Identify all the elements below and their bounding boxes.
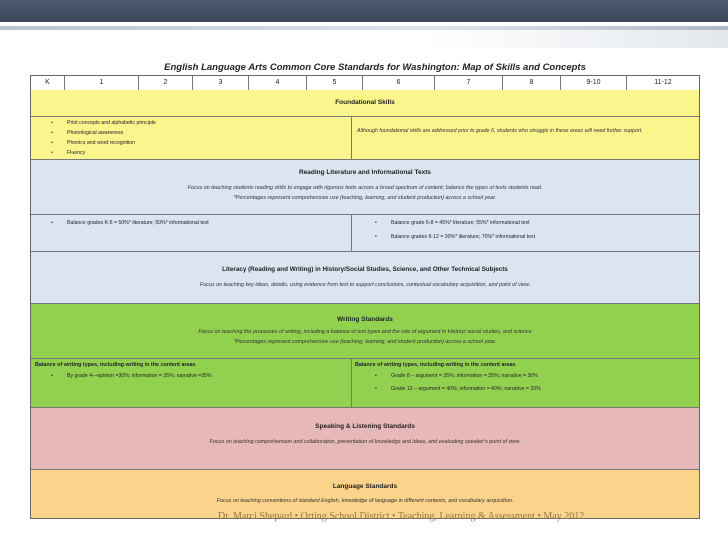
reading-title: Reading Literature and Informational Texts (298, 169, 432, 176)
writing-grade4-balance: • By grade 4—opinion =30%; information = 35%; narrative =35% (51, 373, 212, 379)
grade-11-12: 11-12 (654, 79, 672, 86)
writing-description: Focus on teaching the processes of writing, including a balance of text types and the role of argument in History/ social studies, and science (198, 329, 532, 335)
grade-header-row (31, 76, 699, 91)
foundational-bullet: • Fluency (51, 150, 86, 156)
skills-map-table (30, 75, 700, 519)
grade-4: 4 (249, 76, 307, 90)
reading-column-divider (351, 214, 352, 252)
foundational-bullet: • Phonics and word recognition (51, 140, 136, 146)
slide-footer: Dr. Marci Shepard • Orting School District • Teaching, Learning & Assessment • May 2012 (218, 511, 585, 522)
writing-left-caption: Balance of writing types, including writing in the content areas (35, 362, 196, 368)
foundational-bullet: • Phonological awareness (51, 130, 124, 136)
speaking-listening-band (31, 408, 699, 470)
foundational-column-divider (351, 116, 352, 160)
foundational-title: Foundational Skills (335, 99, 395, 106)
literacy-title: Literacy (Reading and Writing) in History/Social Studies, Science, and Other Technical Subjects (222, 266, 508, 273)
writing-standards-band (31, 304, 699, 408)
speaking-description: Focus on teaching comprehension and collaboration, presentation of knowledge and ideas, and evaluating speaker's point of view. (209, 439, 521, 445)
reading-standards-band (31, 160, 699, 252)
foundational-note: Although foundational skills are addressed prior to grade 6, students who struggle in these areas will need further support. (357, 128, 643, 134)
foundational-divider (31, 116, 699, 117)
slide-top-bar (0, 0, 728, 22)
speaking-title: Speaking & Listening Standards (315, 423, 415, 430)
literacy-description: Focus on teaching key ideas, details, using evidence from text to support conclusions, contextual vocabulary acquisition, and point of view. (199, 282, 531, 288)
reading-k5-balance: • Balance grades K-5 = 50%* literature; 50%* informational text (51, 220, 209, 226)
grade-3: 3 (193, 76, 249, 90)
language-title: Language Standards (332, 483, 398, 490)
writing-column-divider (351, 358, 352, 408)
slide-top-accent (430, 30, 728, 48)
grade-8: 8 (503, 76, 561, 90)
reading-6-8-balance: • Balance grade 6-8 = 45%* literature; 55%* informational text (375, 220, 530, 226)
grade-6: 6 (363, 76, 435, 90)
grade-k: K (31, 76, 65, 90)
map-title: English Language Arts Common Core Standards for Washington: Map of Skills and Concepts (164, 62, 586, 73)
literacy-band (31, 252, 699, 304)
foundational-bullet: • Print concepts and alphabetic principle (51, 120, 156, 126)
reading-9-12-balance: • Balance grades 9-12 = 30%* literature; 70%* informational text (375, 234, 536, 240)
grade-9-10: 9-10 (561, 76, 627, 90)
reading-divider (31, 214, 699, 215)
writing-grade12-balance: • Grade 12 – argument = 40%; information = 40%; narrative = 20% (375, 386, 541, 392)
writing-title: Writing Standards (337, 316, 393, 323)
language-description: Focus on teaching conventions of standard English, knowledge of language in different contexts, and vocabulary acquisition. (216, 498, 514, 504)
foundational-skills-band (31, 90, 699, 160)
grade-7: 7 (435, 76, 503, 90)
writing-divider (31, 358, 699, 359)
grade-5: 5 (307, 76, 363, 90)
writing-grade8-balance: • Grade 8 – argument = 35%; information = 35%; narrative = 30% (375, 373, 538, 379)
grade-2: 2 (139, 76, 193, 90)
writing-percent-note: *Percentages represent comprehensive use (teaching, learning, and student production) across a school year. (233, 339, 497, 345)
reading-percent-note: *Percentages represent comprehensive use (teaching, learning, and student production) across a school year. (233, 195, 497, 201)
reading-description: Focus on teaching students reading skills to engage with rigorous texts across a broad spectrum of content; balance the types of texts students read. (187, 185, 543, 191)
writing-right-caption: Balance of writing types, including writing in the content areas (355, 362, 516, 368)
grade-1: 1 (65, 76, 139, 90)
